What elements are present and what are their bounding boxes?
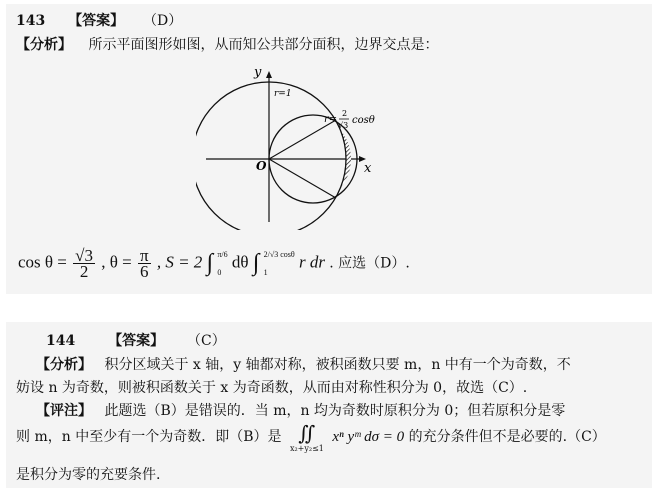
q144-comment-line-3: 是积分为零的充要条件. bbox=[16, 467, 161, 483]
formula-dtheta: dθ bbox=[231, 252, 249, 272]
formula-frac-pi-6 bbox=[138, 248, 151, 279]
q144-comment-label: 【评注】 bbox=[36, 403, 92, 419]
q144-integrand: xⁿ yᵐ dσ = 0 bbox=[332, 429, 405, 445]
q144-comment-text-2a: 则 m，n 中至少有一个为奇数．即（B）是 bbox=[16, 429, 282, 445]
curve-label-den: √3 bbox=[338, 121, 349, 130]
formula-num-pi: π bbox=[139, 246, 149, 265]
q144-number: 144 bbox=[46, 333, 76, 349]
formula-integrand: r dr bbox=[299, 252, 325, 272]
double-integral-sign: ∬ bbox=[298, 421, 316, 445]
integral-domain: x₂+y₂≤1 bbox=[289, 444, 324, 453]
formula-num-sqrt3: √3 bbox=[75, 246, 93, 265]
q144-analysis-label: 【分析】 bbox=[36, 357, 92, 373]
unit-circle bbox=[196, 82, 349, 230]
formula-cos: cos θ = bbox=[18, 252, 67, 272]
q143-answer-label: 【答案】 bbox=[68, 13, 125, 29]
q144-analysis-text-1: 积分区域关于 x 轴，y 轴都对称，被积函数只要 m，n 中有一个为奇数，不 bbox=[104, 357, 571, 373]
x-axis-label: x bbox=[364, 161, 372, 176]
ray-upper bbox=[269, 120, 336, 159]
formula-s-eq: , S = 2 bbox=[156, 252, 203, 272]
formula-tail: . 应选（D）. bbox=[329, 255, 410, 272]
integral-2-upper: 2/√3 cosθ bbox=[263, 249, 295, 259]
polar-region-figure bbox=[196, 60, 396, 230]
y-axis-label: y bbox=[254, 65, 262, 80]
circle-label: r=1 bbox=[274, 89, 292, 99]
integral-1-lower: 0 bbox=[217, 267, 222, 277]
curve-label-r: r= bbox=[324, 114, 338, 125]
q144-comment-text-2b: 的充分条件但不是必要的.（C） bbox=[408, 429, 606, 445]
q143-analysis-text: 所示平面图形如图，从而知公共部分面积，边界交点是： bbox=[88, 37, 439, 53]
integral-sign-2: ∫ bbox=[252, 250, 260, 276]
integral-1-upper: π/6 bbox=[217, 249, 228, 259]
question-143-block bbox=[6, 4, 652, 294]
integral-2-lower: 1 bbox=[263, 267, 268, 277]
hatched-region bbox=[196, 60, 396, 230]
q144-analysis-line-2: 妨设 n 为奇数，则被积函数关于 x 为奇函数，从而由对称性积分为 0，故选（C）. bbox=[16, 380, 528, 396]
integral-limits-1 bbox=[217, 250, 227, 278]
q144-comment-line-1 bbox=[36, 400, 565, 420]
q144-header bbox=[46, 330, 226, 350]
curve-label-num: 2 bbox=[342, 109, 348, 118]
formula-frac-sqrt3-2 bbox=[73, 248, 95, 279]
y-axis-arrow-icon bbox=[266, 71, 272, 78]
integral-sign-1: ∫ bbox=[206, 250, 214, 276]
ray-lower bbox=[269, 159, 336, 198]
q144-answer: （C） bbox=[186, 333, 226, 349]
formula-den-6: 6 bbox=[140, 262, 149, 281]
double-integral bbox=[290, 422, 324, 454]
q144-answer-label: 【答案】 bbox=[108, 333, 165, 349]
q144-comment-line-2 bbox=[16, 421, 606, 458]
q143-formula bbox=[18, 248, 410, 279]
q144-analysis-line-1 bbox=[36, 354, 571, 374]
q144-comment-text-1: 此题选（B）是错误的．当 m，n 均为奇数时原积分为 0；但若原积分是零 bbox=[104, 403, 566, 419]
q143-analysis-label: 【分析】 bbox=[16, 37, 72, 53]
question-144-block bbox=[6, 322, 652, 488]
question-number bbox=[16, 10, 182, 30]
formula-den-2: 2 bbox=[79, 262, 89, 281]
origin-label: O bbox=[256, 159, 267, 173]
curve-label-func: cosθ bbox=[352, 115, 375, 126]
q143-number: 143 bbox=[16, 13, 46, 29]
q143-answer: （D） bbox=[142, 13, 183, 29]
integral-limits-2 bbox=[264, 250, 295, 278]
formula-theta-eq: , θ = bbox=[101, 252, 132, 272]
q143-analysis bbox=[16, 34, 438, 54]
